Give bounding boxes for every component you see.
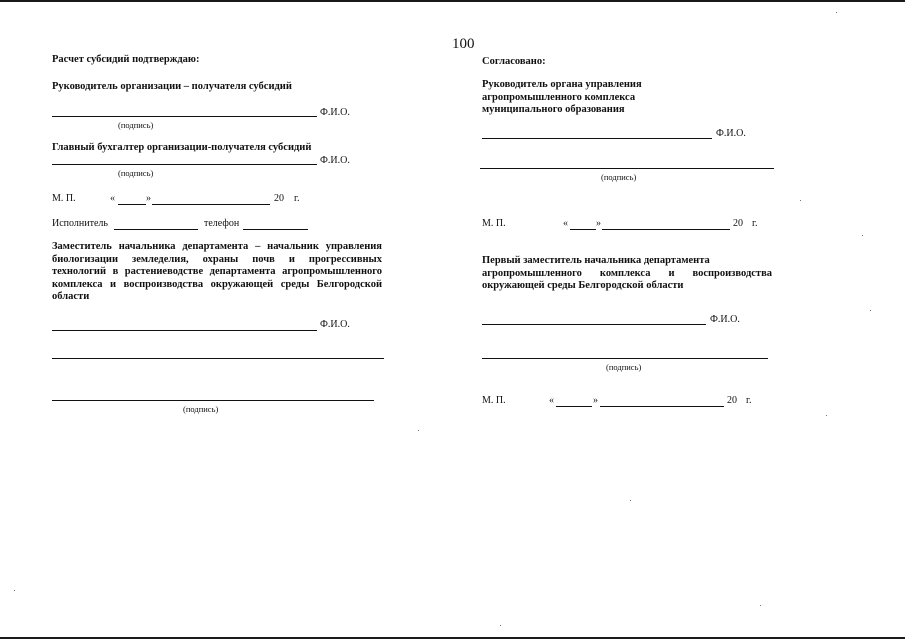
scan-bottom-edge: [0, 637, 905, 639]
scan-speck: [760, 605, 761, 606]
scan-speck: [862, 235, 863, 236]
signature-line: [52, 330, 317, 331]
left-signature-label-3: (подпись): [183, 404, 219, 414]
deputy-line: области: [52, 291, 90, 302]
month-line: [600, 406, 724, 407]
scan-speck: [630, 500, 631, 501]
right-signature-label-2: (подпись): [606, 362, 642, 372]
right-signature-label-1: (подпись): [601, 172, 637, 182]
signature-line: [52, 164, 317, 165]
month-line: [602, 229, 730, 230]
deputy-line: технологий в растениеводстве департамента агропромышленного: [52, 266, 382, 277]
scan-speck: [800, 200, 801, 201]
day-line: [556, 406, 592, 407]
right-year-prefix: 20: [733, 218, 743, 229]
right-fio-1: Ф.И.О.: [716, 128, 746, 139]
left-quote-close: »: [146, 193, 151, 204]
head-body-line: агропромышленного комплекса: [482, 91, 636, 103]
first-deputy-line: Первый заместитель начальника департамента: [482, 255, 710, 266]
scan-speck: [500, 625, 501, 626]
right-quote-close-2: »: [593, 395, 598, 406]
right-fio-2: Ф.И.О.: [710, 314, 740, 325]
deputy-line: Заместитель начальника департамента – начальник управления: [52, 241, 382, 252]
right-first-deputy-paragraph: [482, 255, 772, 293]
day-line: [118, 204, 146, 205]
right-year-prefix-2: 20: [727, 395, 737, 406]
left-year-prefix: 20: [274, 193, 284, 204]
deputy-line: комплекса и воспроизводства окружающей среды Белгородской: [52, 278, 382, 290]
first-deputy-line: окружающей среды Белгородской области: [482, 280, 684, 291]
left-heading: Расчет субсидий подтверждаю:: [52, 54, 200, 65]
right-stamp: М. П.: [482, 218, 506, 229]
right-heading: Согласовано:: [482, 56, 546, 67]
signature-line: [52, 400, 374, 401]
first-deputy-line: агропромышленного комплекса и воспроизводства: [482, 267, 772, 279]
signature-line: [482, 324, 706, 325]
left-signature-label-2: (подпись): [118, 168, 154, 178]
left-quote-open: «: [110, 193, 115, 204]
signature-line: [52, 116, 317, 117]
scan-speck: [870, 310, 871, 311]
left-year-suffix: г.: [294, 193, 300, 204]
left-phone-label: телефон: [204, 218, 240, 229]
right-year-suffix-2: г.: [746, 395, 752, 406]
scan-speck: [418, 430, 419, 431]
head-body-line: Руководитель органа управления: [482, 79, 642, 90]
left-executor-label: Исполнитель: [52, 218, 108, 229]
signature-line: [480, 168, 774, 169]
blank-line: [52, 358, 384, 359]
right-quote-open-2: «: [549, 395, 554, 406]
phone-line: [243, 229, 308, 230]
scan-speck: [14, 590, 15, 591]
page-number: 100: [452, 36, 475, 52]
day-line: [570, 229, 596, 230]
head-body-line: муниципального образования: [482, 104, 625, 115]
signature-line: [482, 138, 712, 139]
left-chief-accountant: Главный бухгалтер организации-получателя субсидий: [52, 142, 312, 153]
left-fio-1: Ф.И.О.: [320, 107, 350, 118]
left-fio-3: Ф.И.О.: [320, 319, 350, 330]
right-head-body: [482, 79, 642, 117]
right-stamp-2: М. П.: [482, 395, 506, 406]
right-quote-close: »: [596, 218, 601, 229]
scan-speck: [826, 415, 827, 416]
executor-line: [114, 229, 198, 230]
left-stamp: М. П.: [52, 193, 76, 204]
right-quote-open: «: [563, 218, 568, 229]
left-head-recipient: Руководитель организации – получателя субсидий: [52, 81, 292, 92]
signature-line: [482, 358, 768, 359]
scan-top-edge: [0, 0, 905, 2]
left-fio-2: Ф.И.О.: [320, 155, 350, 166]
left-deputy-paragraph: [52, 241, 382, 304]
scan-speck: [836, 12, 837, 13]
month-line: [152, 204, 270, 205]
left-signature-label-1: (подпись): [118, 120, 154, 130]
deputy-line: биологизации земледелия, охраны почв и прогрессивных: [52, 253, 382, 265]
right-year-suffix: г.: [752, 218, 758, 229]
